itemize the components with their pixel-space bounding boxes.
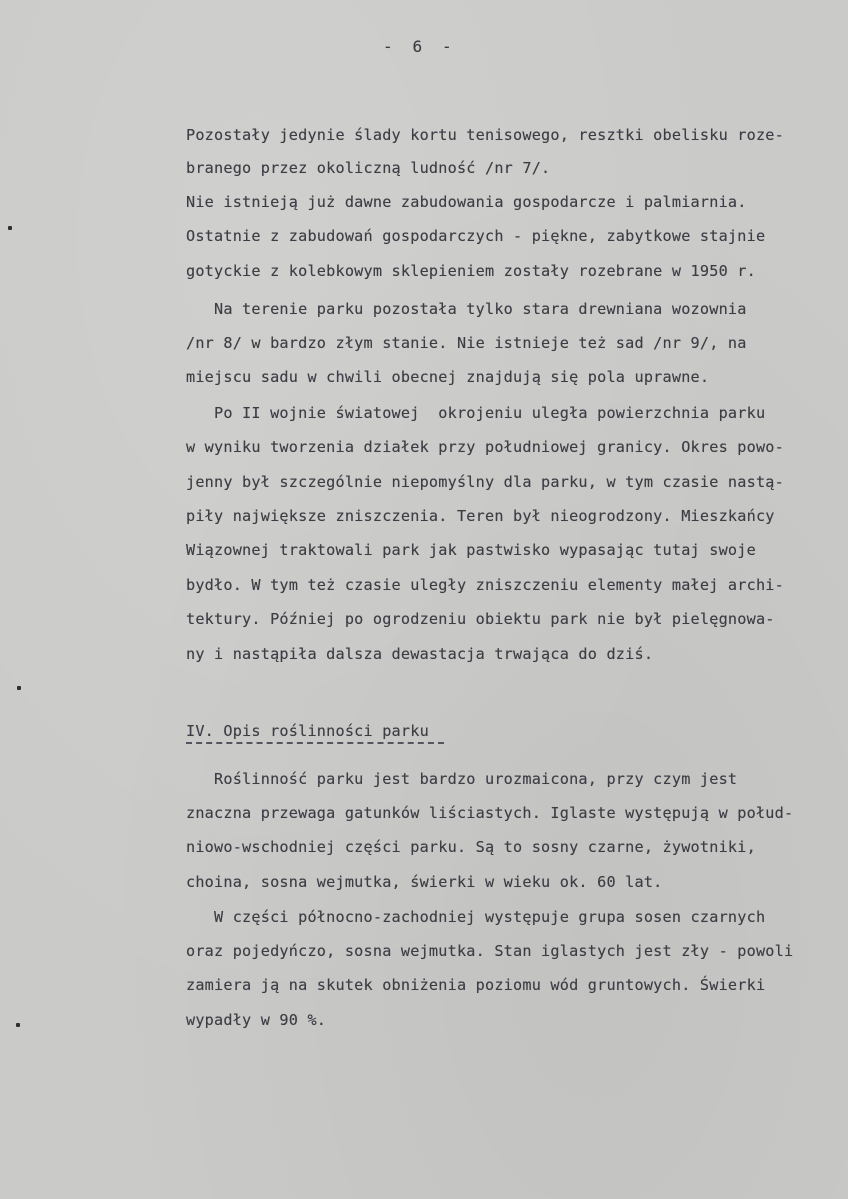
text-line: Po II wojnie światowej okrojeniu uległa powierzchnia parku <box>186 404 766 422</box>
text-line: bydło. W tym też czasie uległy zniszczeniu elementy małej archi- <box>186 576 784 594</box>
text-line: wypadły w 90 %. <box>186 1011 327 1029</box>
margin-mark <box>8 226 12 230</box>
margin-mark <box>16 1023 20 1027</box>
text-line: ny i nastąpiła dalsza dewastacja trwająca do dziś. <box>186 645 654 663</box>
text-line: zamiera ją na skutek obniżenia poziomu wód gruntowych. Świerki <box>186 976 766 994</box>
text-line: niowo-wschodniej części parku. Są to sosny czarne, żywotniki, <box>186 838 756 856</box>
text-line: Nie istnieją już dawne zabudowania gospodarcze i palmiarnia. <box>186 193 747 211</box>
text-line: w wyniku tworzenia działek przy południowej granicy. Okres powo- <box>186 438 784 456</box>
text-line: /nr 8/ w bardzo złym stanie. Nie istnieje też sad /nr 9/, na <box>186 334 747 352</box>
text-line: gotyckie z kolebkowym sklepieniem zostały rozebrane w 1950 r. <box>186 262 756 280</box>
section-heading: IV. Opis roślinności parku <box>186 722 429 740</box>
page-number: - 6 - <box>383 37 452 56</box>
text-line: miejscu sadu w chwili obecnej znajdują się pola uprawne. <box>186 368 710 386</box>
text-line: choina, sosna wejmutka, świerki w wieku ok. 60 lat. <box>186 873 663 891</box>
text-line: Roślinność parku jest bardzo urozmaicona, przy czym jest <box>186 770 738 788</box>
text-line: Wiązownej traktowali park jak pastwisko wypasając tutaj swoje <box>186 541 756 559</box>
heading-underline <box>186 742 444 744</box>
text-line: znaczna przewaga gatunków liściastych. Iglaste występują w połud- <box>186 804 794 822</box>
text-line: Na terenie parku pozostała tylko stara drewniana wozownia <box>186 300 747 318</box>
text-line: Pozostały jedynie ślady kortu tenisowego, resztki obelisku roze- <box>186 126 784 144</box>
text-line: tektury. Później po ogrodzeniu obiektu park nie był pielęgnowa- <box>186 610 775 628</box>
text-line: W części północno-zachodniej występuje grupa sosen czarnych <box>186 908 766 926</box>
text-line: branego przez okoliczną ludność /nr 7/. <box>186 159 551 177</box>
text-line: piły największe zniszczenia. Teren był nieogrodzony. Mieszkańcy <box>186 507 775 525</box>
text-line: oraz pojedyńczo, sosna wejmutka. Stan iglastych jest zły - powoli <box>186 942 794 960</box>
section-heading-block <box>186 722 444 744</box>
text-line: Ostatnie z zabudowań gospodarczych - piękne, zabytkowe stajnie <box>186 227 766 245</box>
text-line: jenny był szczególnie niepomyślny dla parku, w tym czasie nastą- <box>186 473 784 491</box>
margin-mark <box>17 686 21 690</box>
